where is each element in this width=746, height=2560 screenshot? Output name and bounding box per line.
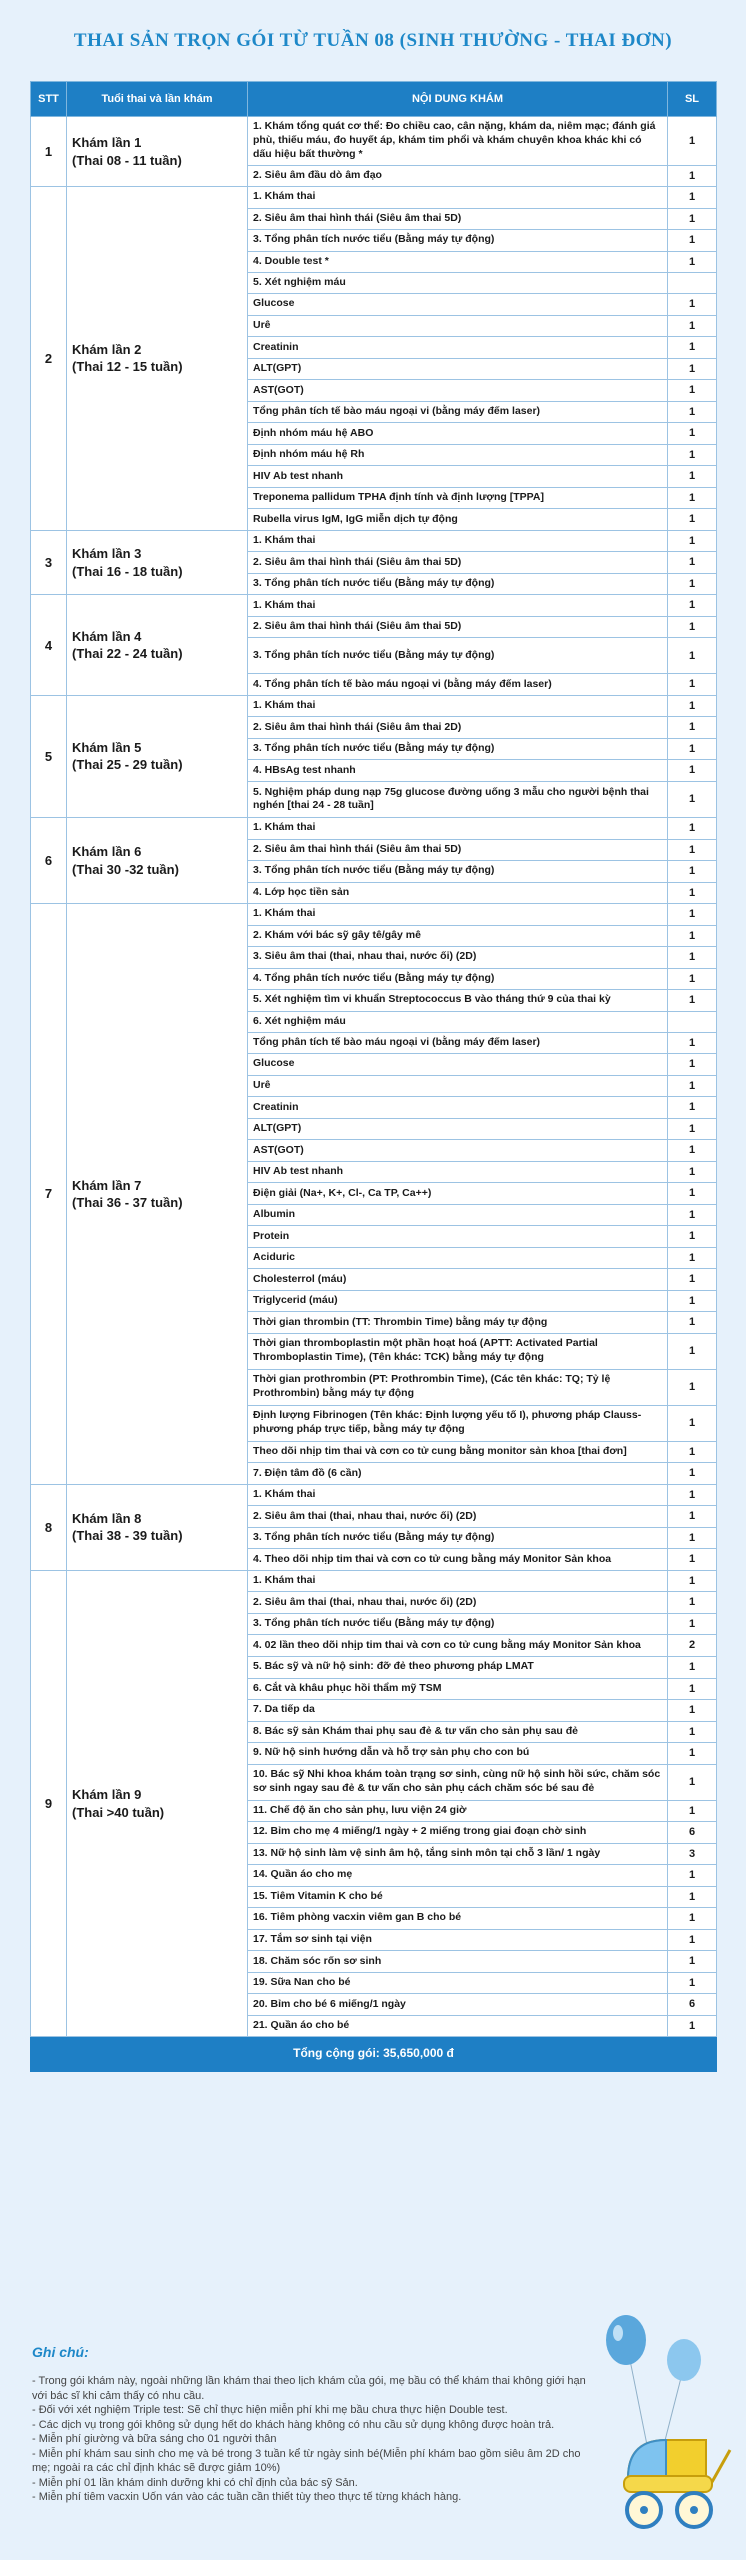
exam-item: 5. Nghiệm pháp dung nạp 75g glucose đường uống 3 mẫu cho người bệnh thai nghén [thai 24 - 28 tuần] [248,781,668,817]
exam-quantity: 1 [668,165,717,187]
exam-quantity: 6 [668,1822,717,1844]
exam-item: 13. Nữ hộ sinh làm vệ sinh âm hộ, tắng sinh môn tại chỗ 3 lần/ 1 ngày [248,1843,668,1865]
visit-label [67,117,248,187]
exam-quantity: 1 [668,781,717,817]
exam-quantity: 1 [668,1032,717,1054]
balloon-icon [606,2315,646,2365]
visit-number: 8 [31,1484,67,1570]
exam-quantity: 1 [668,1929,717,1951]
exam-quantity: 1 [668,1463,717,1485]
exam-item: 1. Khám thai [248,695,668,717]
exam-item: 4. Double test * [248,251,668,273]
note-item: - Miễn phí 01 lần khám dinh dưỡng khi có chỉ định của bác sỹ Sản. [32,2476,358,2489]
exam-item: Glucose [248,294,668,316]
exam-item: 3. Tổng phân tích nước tiểu (Bằng máy tự động) [248,738,668,760]
exam-item: 5. Xét nghiệm máu [248,273,668,294]
header-visit: Tuổi thai và lần khám [67,82,248,117]
exam-quantity: 1 [668,552,717,574]
exam-quantity: 1 [668,925,717,947]
visit-number: 1 [31,117,67,187]
notes-title: Ghi chú: [32,2344,89,2360]
exam-quantity: 1 [668,817,717,839]
exam-quantity: 1 [668,1269,717,1291]
exam-quantity: 1 [668,1700,717,1722]
exam-quantity: 1 [668,230,717,252]
visit-number: 7 [31,904,67,1485]
note-item: - Miễn phí khám sau sinh cho mẹ và bé trong 3 tuần kể từ ngày sinh bé(Miễn phí khám bao gồm siêu âm 2D cho mẹ; ngoài ra các chỉ định khác sẽ được giảm 10%) [32,2447,581,2475]
exam-quantity: 1 [668,1972,717,1994]
visit-weeks: (Thai 22 - 24 tuần) [72,646,183,662]
exam-quantity: 1 [668,738,717,760]
exam-quantity: 1 [668,1140,717,1162]
page-title: THAI SẢN TRỌN GÓI TỪ TUẦN 08 (SINH THƯỜNG - THAI ĐƠN) [73,30,673,51]
visit-label [67,530,248,595]
exam-quantity: 1 [668,1484,717,1506]
exam-item: 2. Siêu âm thai hình thái (Siêu âm thai 5D) [248,839,668,861]
exam-item: Urê [248,1075,668,1097]
visit-label [67,695,248,817]
exam-item: HIV Ab test nhanh [248,466,668,488]
note-item: - Các dịch vụ trong gói không sử dụng hết do khách hàng không có nhu cầu sử dụng không được hoàn trả. [32,2418,555,2431]
exam-item: 3. Tổng phân tích nước tiểu (Bằng máy tự động) [248,573,668,595]
baby-stroller-balloons-illustration [588,2300,738,2555]
visit-label [67,1570,248,2036]
exam-item: Theo dõi nhịp tim thai và cơn co tử cung bằng monitor sản khoa [thai đơn] [248,1441,668,1463]
note-item: - Miễn phí tiêm vacxin Uốn ván vào các tuần cần thiết tùy theo thực tế từng khách hàng. [32,2491,462,2504]
total-price: Tổng cộng gói: 35,650,000 đ [31,2037,717,2072]
exam-quantity: 1 [668,1678,717,1700]
exam-item: 2. Siêu âm thai hình thái (Siêu âm thai 5D) [248,552,668,574]
note-item: - Miễn phí giường và bữa sáng cho 01 người thân [32,2433,277,2446]
exam-item: 3. Tổng phân tích nước tiểu (Bằng máy tự động) [248,1527,668,1549]
exam-item: 1. Khám thai [248,187,668,209]
exam-quantity: 1 [668,117,717,166]
exam-quantity: 1 [668,1290,717,1312]
exam-item: 1. Khám thai [248,595,668,617]
exam-item: 2. Siêu âm thai (thai, nhau thai, nước ối) (2D) [248,1506,668,1528]
exam-quantity: 1 [668,573,717,595]
exam-item: Creatinin [248,337,668,359]
exam-quantity: 1 [668,1369,717,1405]
header-qty: SL [668,82,717,117]
exam-item: 3. Tổng phân tích nước tiểu (Bằng máy tự động) [248,230,668,252]
exam-quantity: 1 [668,1506,717,1528]
exam-quantity: 1 [668,2015,717,2037]
visit-name: Khám lần 8 [72,1511,142,1527]
exam-item: Tổng phân tích tế bào máu ngoại vi (bằng máy đếm laser) [248,401,668,423]
exam-quantity: 1 [668,695,717,717]
exam-quantity: 1 [668,1226,717,1248]
exam-quantity: 3 [668,1843,717,1865]
exam-quantity: 1 [668,1204,717,1226]
visit-number: 3 [31,530,67,595]
table-row [31,187,717,209]
exam-item: 2. Siêu âm thai hình thái (Siêu âm thai 2D) [248,717,668,739]
exam-item: 10. Bác sỹ Nhi khoa khám toàn trạng sơ sinh, cùng nữ hộ sinh hồi sức, chăm sóc sơ sinh ngay sau đẻ & tư vấn cho sản phụ cách chăm sóc bé sau đẻ [248,1764,668,1800]
exam-quantity: 1 [668,1054,717,1076]
exam-item: Định nhóm máu hệ ABO [248,423,668,445]
exam-quantity: 1 [668,401,717,423]
balloon-icon [667,2339,701,2381]
visit-weeks: (Thai 38 - 39 tuần) [72,1528,183,1544]
exam-item: AST(GOT) [248,380,668,402]
exam-quantity [668,1011,717,1032]
visit-name: Khám lần 7 [72,1177,142,1193]
exam-item: 21. Quần áo cho bé [248,2015,668,2037]
visit-weeks: (Thai 25 - 29 tuần) [72,757,183,773]
exam-quantity: 6 [668,1994,717,2016]
exam-quantity: 1 [668,968,717,990]
visit-number: 2 [31,187,67,531]
exam-quantity: 1 [668,717,717,739]
exam-quantity: 1 [668,444,717,466]
exam-quantity: 1 [668,208,717,230]
exam-item: 5. Xét nghiệm tìm vi khuẩn Streptococcus B vào tháng thứ 9 của thai kỳ [248,990,668,1012]
notes-list [32,2374,592,2505]
exam-item: Triglycerid (máu) [248,1290,668,1312]
exam-quantity [668,273,717,294]
visit-name: Khám lần 1 [72,135,142,151]
visit-number: 6 [31,817,67,903]
exam-item: 17. Tắm sơ sinh tại viện [248,1929,668,1951]
visit-weeks: (Thai 12 - 15 tuần) [72,359,183,375]
table-row [31,817,717,839]
exam-quantity: 1 [668,1886,717,1908]
exam-quantity: 1 [668,1721,717,1743]
exam-quantity: 1 [668,947,717,969]
exam-quantity: 1 [668,1405,717,1441]
exam-item: 2. Siêu âm đầu dò âm đạo [248,165,668,187]
exam-item: 2. Siêu âm thai hình thái (Siêu âm thai 5D) [248,616,668,638]
exam-item: 4. Tổng phân tích tế bào máu ngoại vi (bằng máy đếm laser) [248,674,668,696]
note-item: - Đối với xét nghiệm Triple test: Sẽ chỉ thực hiện miễn phí khi mẹ bầu chưa thực hiện Double test. [32,2404,508,2417]
exam-quantity: 1 [668,487,717,509]
package-table [30,81,717,2072]
exam-quantity: 1 [668,294,717,316]
table-header-row [31,82,717,117]
exam-item: 1. Khám thai [248,904,668,926]
exam-quantity: 1 [668,674,717,696]
exam-item: 8. Bác sỹ sản Khám thai phụ sau đẻ & tư vấn cho sản phụ sau đẻ [248,1721,668,1743]
table-row [31,117,717,166]
exam-quantity: 1 [668,380,717,402]
exam-quantity: 1 [668,1657,717,1679]
exam-item: 4. HBsAg test nhanh [248,760,668,782]
exam-quantity: 1 [668,1527,717,1549]
exam-item: Treponema pallidum TPHA định tính và định lượng [TPPA] [248,487,668,509]
table-row [31,1570,717,1592]
exam-quantity: 2 [668,1635,717,1657]
exam-item: 15. Tiêm Vitamin K cho bé [248,1886,668,1908]
header-content: NỘI DUNG KHÁM [248,82,668,117]
exam-item: AST(GOT) [248,1140,668,1162]
exam-item: ALT(GPT) [248,1118,668,1140]
exam-item: 3. Tổng phân tích nước tiểu (Bằng máy tự động) [248,1613,668,1635]
visit-name: Khám lần 5 [72,740,142,756]
exam-quantity: 1 [668,423,717,445]
header-stt: STT [31,82,67,117]
exam-quantity: 1 [668,1800,717,1822]
exam-item: 7. Điện tâm đồ (6 cần) [248,1463,668,1485]
exam-quantity: 1 [668,251,717,273]
exam-item: Rubella virus IgM, IgG miễn dịch tự động [248,509,668,531]
exam-item: Albumin [248,1204,668,1226]
exam-quantity: 1 [668,760,717,782]
exam-quantity: 1 [668,882,717,904]
exam-item: 16. Tiêm phòng vacxin viêm gan B cho bé [248,1908,668,1930]
exam-item: 3. Tổng phân tích nước tiểu (Bằng máy tự động) [248,638,668,674]
exam-item: 1. Khám tổng quát cơ thể: Đo chiều cao, cân nặng, khám da, niêm mạc; đánh giá phù, thiếu máu, đo huyết áp, khám tim phổi và khám chuyên khoa khác khi có dấu hiệu bất thường * [248,117,668,166]
exam-quantity: 1 [668,337,717,359]
exam-quantity: 1 [668,1908,717,1930]
exam-item: 3. Siêu âm thai (thai, nhau thai, nước ối) (2D) [248,947,668,969]
table-row [31,1484,717,1506]
exam-quantity: 1 [668,1097,717,1119]
visit-number: 9 [31,1570,67,2036]
exam-item: 4. 02 lần theo dõi nhịp tim thai và cơn co tử cung bằng máy Monitor Sản khoa [248,1635,668,1657]
exam-quantity: 1 [668,187,717,209]
exam-item: Thời gian prothrombin (PT: Prothrombin Time), (Các tên khác: TQ; Tỷ lệ Prothrombin) bằng máy tự động [248,1369,668,1405]
exam-item: 1. Khám thai [248,530,668,552]
exam-item: 2. Siêu âm thai (thai, nhau thai, nước ối) (2D) [248,1592,668,1614]
exam-item: HIV Ab test nhanh [248,1161,668,1183]
visit-name: Khám lần 9 [72,1787,142,1803]
visit-name: Khám lần 4 [72,628,142,644]
exam-quantity: 1 [668,1161,717,1183]
exam-item: Thời gian thromboplastin một phần hoạt hoá (APTT: Activated Partial Thromboplastin Time), (Tên khác: TCK) bằng máy tự động [248,1333,668,1369]
visit-name: Khám lần 2 [72,342,142,358]
visit-weeks: (Thai 08 - 11 tuần) [72,152,182,168]
table-row [31,695,717,717]
exam-quantity: 1 [668,1549,717,1571]
exam-item: Tổng phân tích tế bào máu ngoại vi (bằng máy đếm laser) [248,1032,668,1054]
exam-quantity: 1 [668,1312,717,1334]
visit-label [67,817,248,903]
exam-item: 5. Bác sỹ và nữ hộ sinh: đỡ đẻ theo phương pháp LMAT [248,1657,668,1679]
exam-item: 19. Sữa Nan cho bé [248,1972,668,1994]
table-row [31,904,717,926]
table-row [31,530,717,552]
exam-item: 1. Khám thai [248,817,668,839]
exam-quantity: 1 [668,530,717,552]
visit-number: 5 [31,695,67,817]
exam-item: Định nhóm máu hệ Rh [248,444,668,466]
visit-label [67,187,248,531]
visit-name: Khám lần 3 [72,546,142,562]
exam-quantity: 1 [668,861,717,883]
exam-quantity: 1 [668,1951,717,1973]
exam-item: 7. Da tiếp da [248,1700,668,1722]
visit-label [67,595,248,696]
exam-item: Thời gian thrombin (TT: Thrombin Time) bằng máy tự động [248,1312,668,1334]
exam-item: Định lượng Fibrinogen (Tên khác: Định lượng yếu tố I), phương pháp Clauss- phương pháp trực tiếp, bằng máy tự động [248,1405,668,1441]
exam-item: Aciduric [248,1247,668,1269]
exam-item: 12. Bỉm cho mẹ 4 miếng/1 ngày + 2 miếng trong giai đoạn chờ sinh [248,1822,668,1844]
exam-quantity: 1 [668,358,717,380]
exam-item: Protein [248,1226,668,1248]
exam-item: 4. Lớp học tiền sản [248,882,668,904]
exam-item: 9. Nữ hộ sinh hướng dẫn và hỗ trợ sản phụ cho con bú [248,1743,668,1765]
exam-item: 4. Theo dõi nhịp tim thai và cơn co tử cung bằng máy Monitor Sản khoa [248,1549,668,1571]
exam-quantity: 1 [668,1743,717,1765]
exam-quantity: 1 [668,466,717,488]
exam-item: 3. Tổng phân tích nước tiểu (Bằng máy tự động) [248,861,668,883]
visit-label [67,1484,248,1570]
exam-quantity: 1 [668,1441,717,1463]
exam-quantity: 1 [668,1764,717,1800]
exam-item: Urê [248,315,668,337]
exam-quantity: 1 [668,1592,717,1614]
note-item: - Trong gói khám này, ngoài những lần khám thai theo lịch khám của gói, mẹ bầu có thể khám thai không giới hạn với bác sĩ khi cảm thấy có nhu cầu. [32,2375,586,2402]
exam-item: 1. Khám thai [248,1484,668,1506]
visit-number: 4 [31,595,67,696]
exam-quantity: 1 [668,1118,717,1140]
exam-quantity: 1 [668,904,717,926]
exam-item: 11. Chế độ ăn cho sản phụ, lưu viện 24 giờ [248,1800,668,1822]
exam-item: 4. Tổng phân tích nước tiểu (Bằng máy tự động) [248,968,668,990]
exam-quantity: 1 [668,1613,717,1635]
visit-weeks: (Thai >40 tuần) [72,1804,165,1820]
exam-item: Cholesterrol (máu) [248,1269,668,1291]
exam-quantity: 1 [668,1333,717,1369]
visit-name: Khám lần 6 [72,844,142,860]
exam-item: 18. Chăm sóc rốn sơ sinh [248,1951,668,1973]
exam-quantity: 1 [668,638,717,674]
exam-quantity: 1 [668,1865,717,1887]
visit-weeks: (Thai 30 -32 tuần) [72,861,179,877]
exam-quantity: 1 [668,595,717,617]
total-row [31,2037,717,2072]
visit-weeks: (Thai 36 - 37 tuần) [72,1194,183,1210]
exam-item: Glucose [248,1054,668,1076]
exam-item: 2. Khám với bác sỹ gây tê/gây mê [248,925,668,947]
exam-item: 1. Khám thai [248,1570,668,1592]
visit-weeks: (Thai 16 - 18 tuần) [72,563,183,579]
exam-item: 6. Cắt và khâu phục hồi thẩm mỹ TSM [248,1678,668,1700]
exam-item: Điện giải (Na+, K+, Cl-, Ca TP, Ca++) [248,1183,668,1205]
exam-item: 6. Xét nghiệm máu [248,1011,668,1032]
exam-quantity: 1 [668,1183,717,1205]
exam-quantity: 1 [668,1570,717,1592]
exam-item: 20. Bỉm cho bé 6 miếng/1 ngày [248,1994,668,2016]
exam-quantity: 1 [668,1247,717,1269]
table-row [31,595,717,617]
exam-quantity: 1 [668,315,717,337]
exam-item: 14. Quần áo cho mẹ [248,1865,668,1887]
exam-item: Creatinin [248,1097,668,1119]
table-body [31,117,717,2037]
exam-quantity: 1 [668,1075,717,1097]
exam-quantity: 1 [668,616,717,638]
exam-quantity: 1 [668,839,717,861]
visit-label [67,904,248,1485]
notes-section [32,2344,592,2505]
exam-item: ALT(GPT) [248,358,668,380]
exam-quantity: 1 [668,509,717,531]
exam-item: 2. Siêu âm thai hình thái (Siêu âm thai 5D) [248,208,668,230]
exam-quantity: 1 [668,990,717,1012]
